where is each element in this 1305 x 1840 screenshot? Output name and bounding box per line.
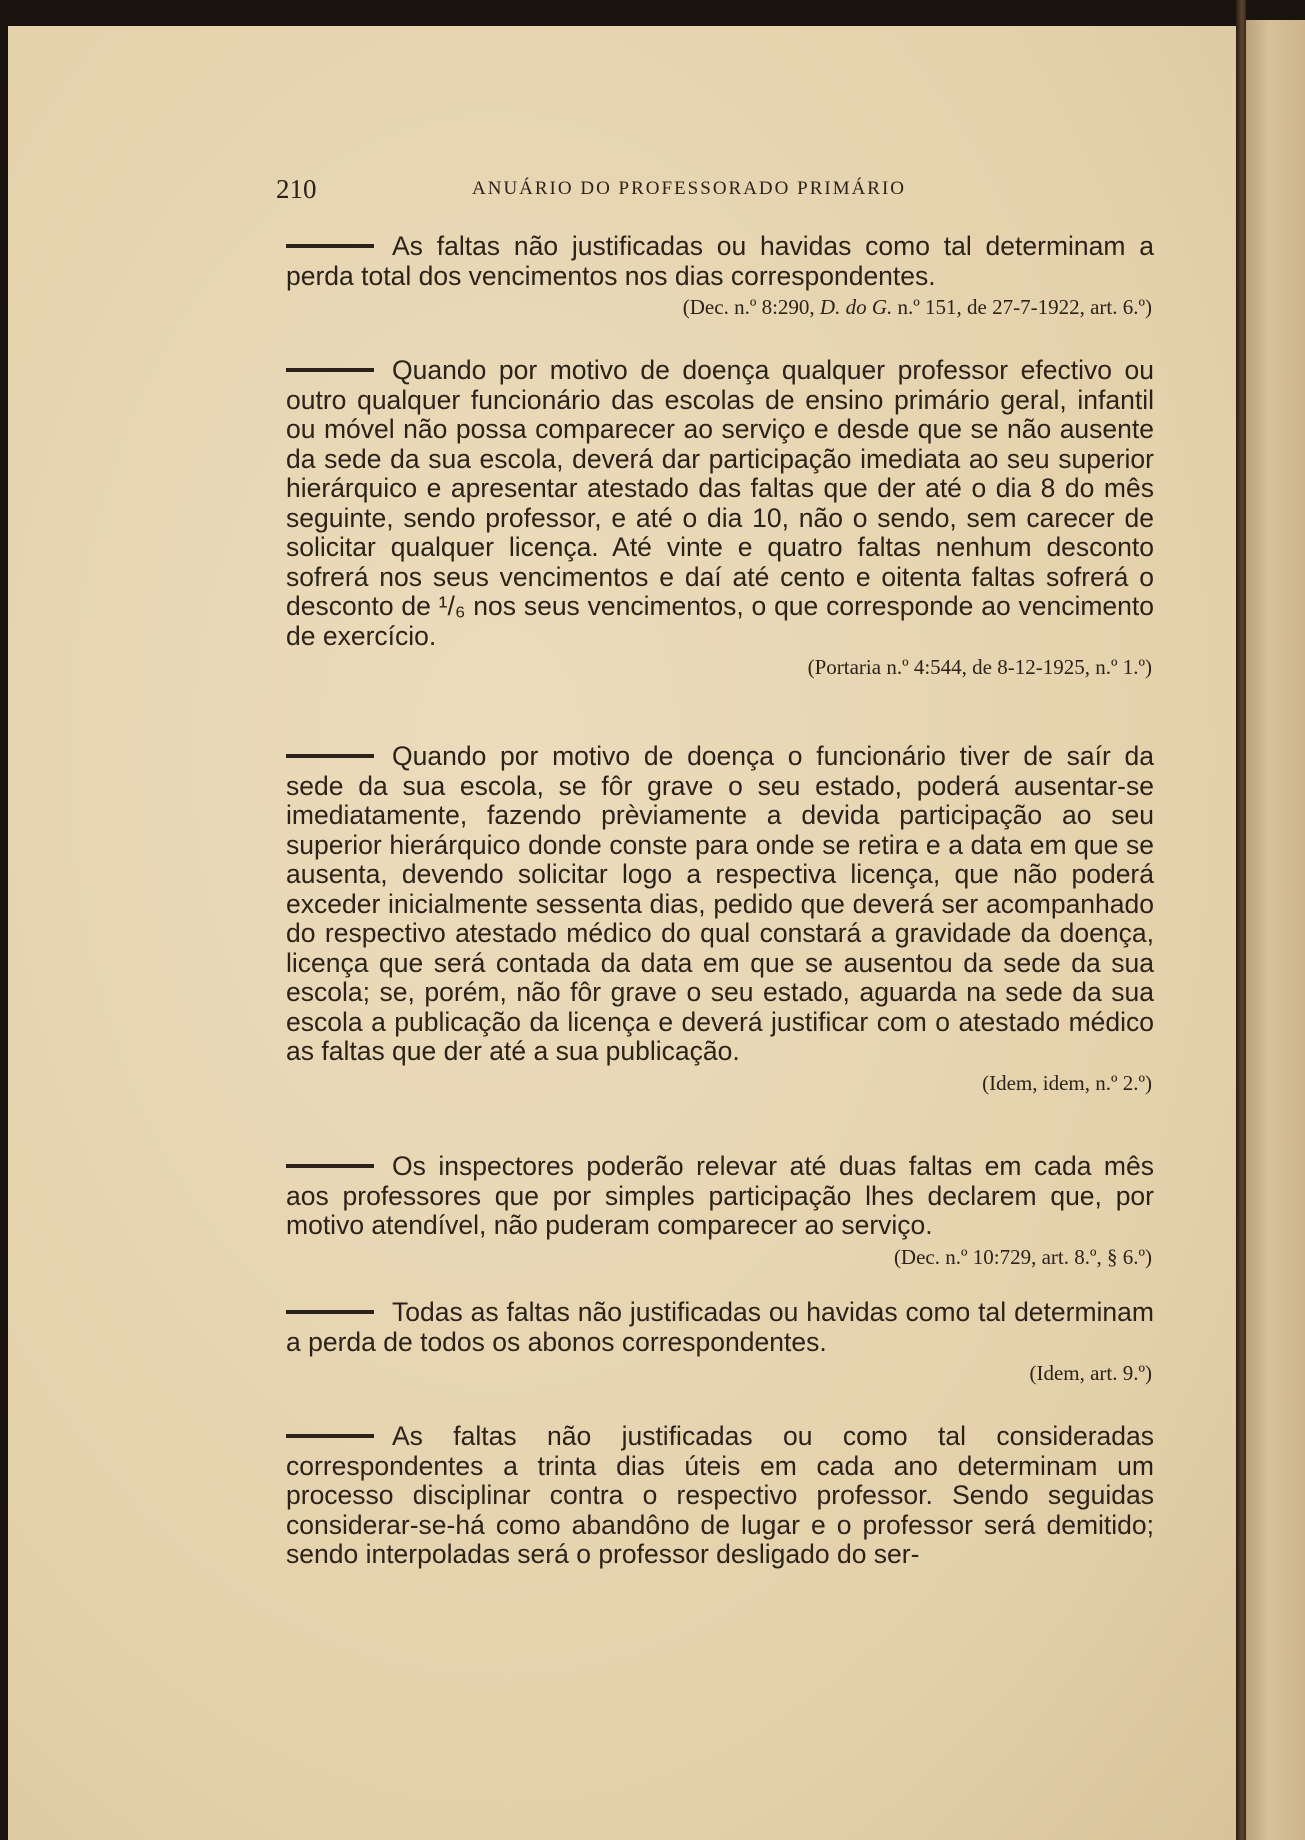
- paragraph-6: [286, 1422, 1154, 1570]
- paragraph-1: [286, 232, 1154, 323]
- em-dash-rule: [286, 244, 374, 248]
- paragraph-text: As faltas não justificadas ou como tal consideradas correspondentes a trinta dias úteis em cada ano determinam um processo disciplinar contra o respectivo professor. Sendo seguidas considerar-se-há como abandôno de lugar e o professor será demitido; sendo interpoladas será o professor desligado do ser-: [286, 1421, 1154, 1569]
- citation: (Idem, art. 9.º): [1029, 1361, 1152, 1385]
- paragraph-text: Os inspectores poderão relevar até duas faltas em cada mês aos professores que por simples participação lhes declarem que, por motivo atendível, não puderam comparecer ao serviço.: [286, 1151, 1154, 1240]
- em-dash-rule: [286, 1310, 374, 1314]
- paragraph-2: [286, 356, 1154, 683]
- page-number: 210: [276, 174, 317, 204]
- adjacent-page-edge: [1246, 20, 1305, 1840]
- em-dash-rule: [286, 754, 374, 758]
- paragraph-text: Quando por motivo de doença o funcionário tiver de saír da sede da sua escola, se fôr grave o seu estado, poderá ausentar-se imediatamente, fazendo prèviamente a devida participação ao seu superior hierárquico donde conste para onde se retira e a data em que se ausenta, devendo solicitar logo a respectiva licença, que não poderá exceder inicialmente sessenta dias, pedido que deverá ser acompanhado do respectivo atestado médico do qual constará a gravidade da doença, licença que será contada da data em que se ausentou da sede da sua escola; se, porém, não fôr grave o seu estado, aguarda na sede da sua escola a publicação da licença e deverá justificar com o atestado médico as faltas que der até a sua publicação.: [286, 741, 1154, 1066]
- book-page: [8, 26, 1236, 1840]
- em-dash-rule: [286, 1434, 374, 1438]
- book-gutter: [1236, 0, 1246, 1840]
- citation: (Dec. n.º 8:290, D. do G. n.º 151, de 27-7-1922, art. 6.º): [682, 295, 1152, 319]
- paragraph-text: Quando por motivo de doença qualquer professor efectivo ou outro qualquer funcionário das escolas de ensino primário geral, infantil ou móvel não possa comparecer ao serviço e desde que se não ausente da sede da sua escola, deverá dar participação imediata ao seu superior hierárquico e apresentar atestado das faltas que der até o dia 8 do mês seguinte, sendo professor, e até o dia 10, não o sendo, sem carecer de solicitar qualquer licença. Até vinte e quatro faltas nenhum desconto sofrerá nos seus vencimentos e daí até cento e oitenta faltas sofrerá o desconto de ¹/₆ nos seus vencimentos, o que corresponde ao vencimento de exercício.: [286, 355, 1154, 651]
- em-dash-rule: [286, 368, 374, 372]
- running-title: ANUÁRIO DO PROFESSORADO PRIMÁRIO: [472, 178, 907, 199]
- paragraph-5: [286, 1298, 1154, 1389]
- page-header: [276, 174, 1136, 214]
- em-dash-rule: [286, 1164, 374, 1168]
- paragraph-4: [286, 1152, 1154, 1272]
- paragraph-3: [286, 742, 1154, 1098]
- citation: (Portaria n.º 4:544, de 8-12-1925, n.º 1.º): [807, 655, 1152, 679]
- citation: (Idem, idem, n.º 2.º): [982, 1070, 1152, 1095]
- paragraph-text: Todas as faltas não justificadas ou havidas como tal determinam a perda de todos os abonos correspondentes.: [286, 1297, 1154, 1357]
- paragraph-text: As faltas não justificadas ou havidas como tal determinam a perda total dos vencimentos nos dias correspondentes.: [286, 231, 1154, 291]
- citation: (Dec. n.º 10:729, art. 8.º, § 6.º): [893, 1244, 1152, 1269]
